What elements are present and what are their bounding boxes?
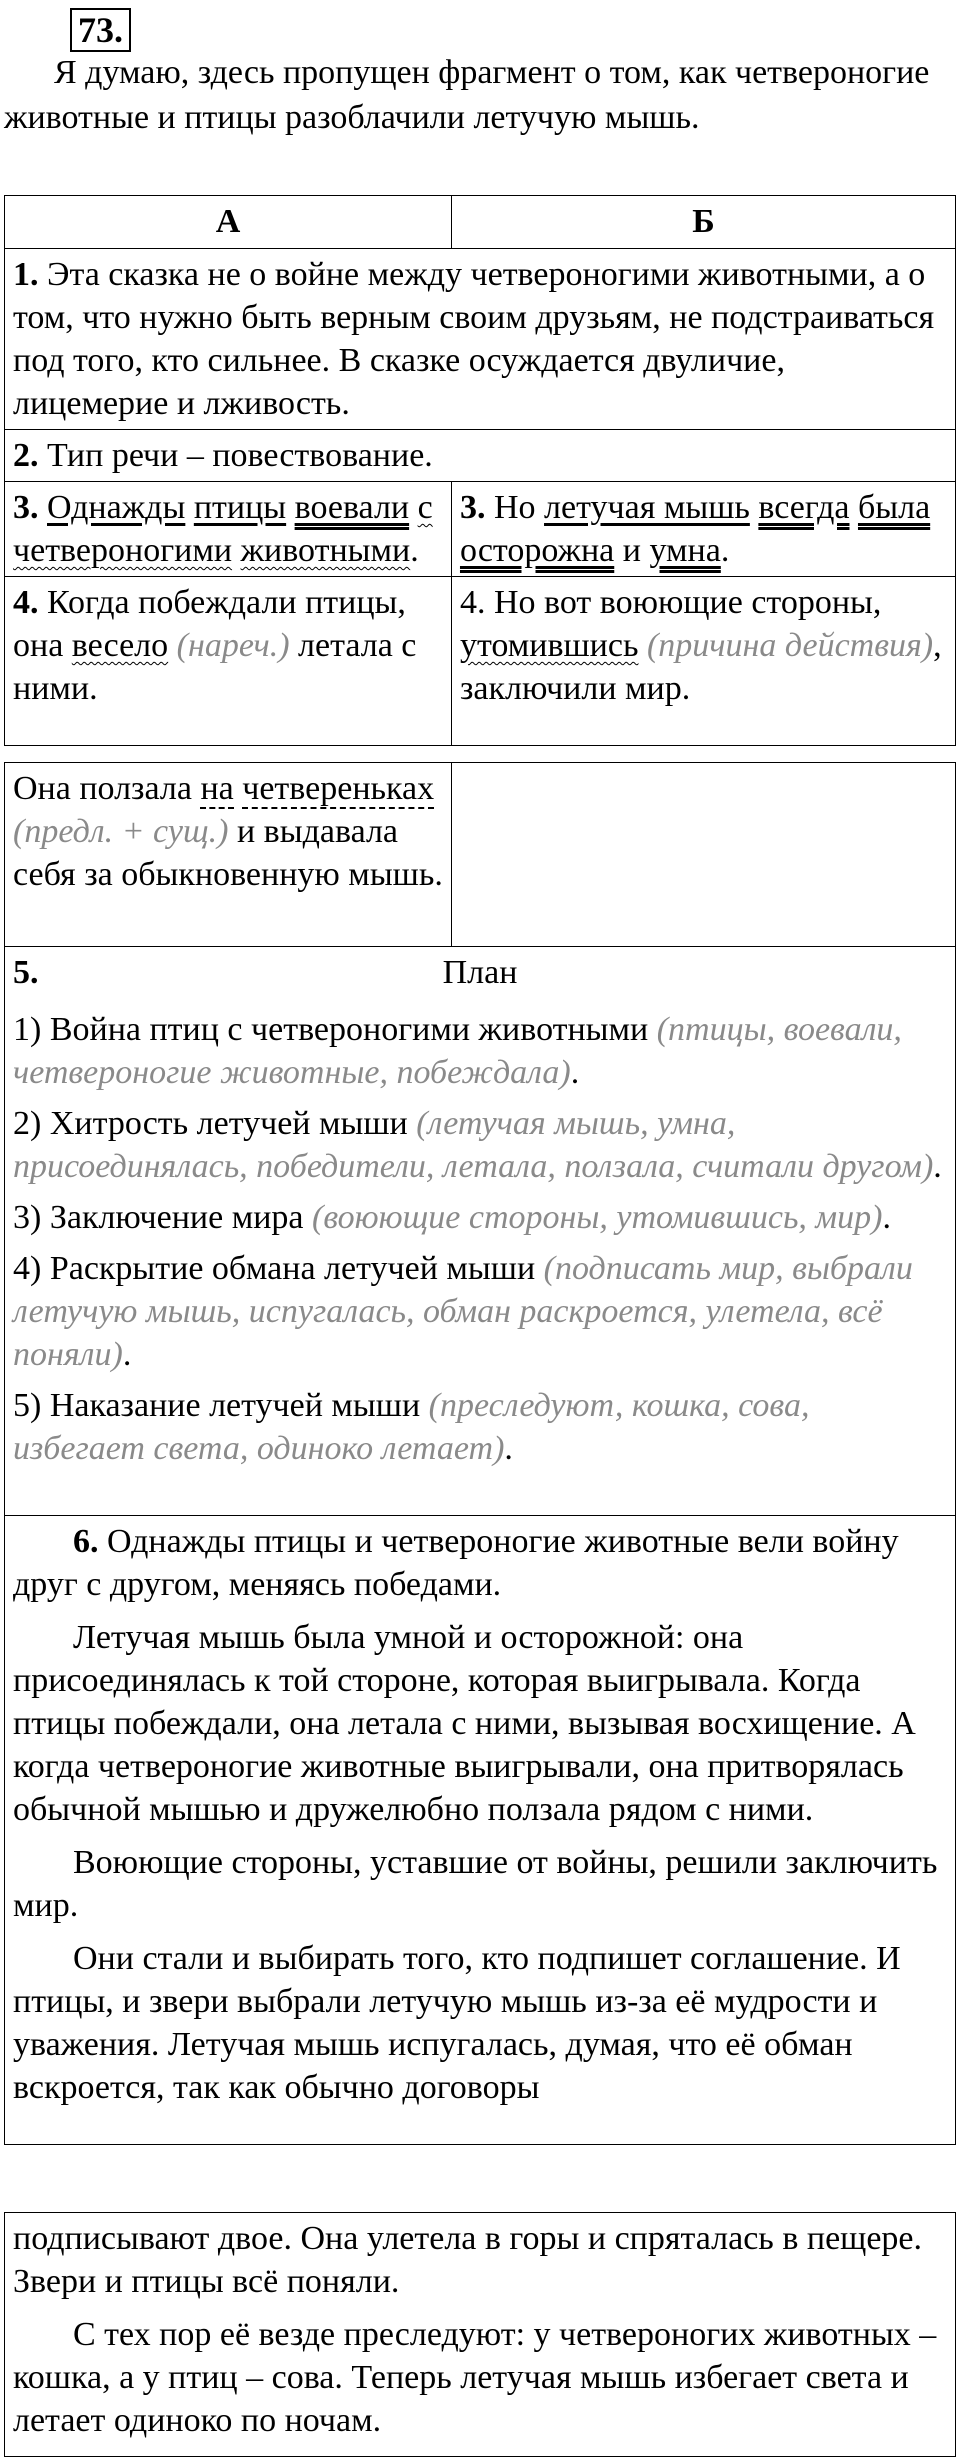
- plan-item: 5) Наказание летучей мыши (преследуют, кошка, сова, избегает света, одиноко летает).: [13, 1387, 810, 1467]
- plan-row: [5, 947, 956, 1516]
- task2-row: [5, 430, 956, 482]
- plan-item: 4) Раскрытие обмана летучей мыши (подписать мир, выбрали летучую мышь, испугалась, обман раскроется, улетела, всё поняли).: [13, 1250, 913, 1373]
- predicate-word: была осторожна: [459, 489, 931, 569]
- story-paragraph: Однажды птицы и четвероногие животные вели войну друг с другом, меняясь победами.: [13, 1523, 899, 1603]
- grammar-hint: (предл. + сущ.): [13, 813, 229, 850]
- object-word: животными: [240, 532, 411, 569]
- object-word: четвероногими: [13, 532, 233, 569]
- story-paragraph: подписывают двое. Она улетела в горы и спряталась в пещере. Звери и птицы всё поняли.: [13, 2220, 923, 2300]
- adverb-word: весело: [71, 627, 169, 664]
- task1-text: Эта сказка не о войне между четвероногими животными, а о том, что нужно быть верным своим друзьям, не подстраиваться под того, кто сильнее. В сказке осуждается двуличие, лицемерие и лживость.: [13, 256, 935, 422]
- plan-item: 1) Война птиц с четвероногими животными (птицы, воевали, четвероногие животные, побеждала).: [13, 1011, 902, 1091]
- subject-word: птицы: [193, 489, 287, 526]
- plan-item: 2) Хитрость летучей мыши (летучая мышь, умна, присоединялась, победители, летала, ползала, считали другом).: [13, 1105, 942, 1185]
- story-continuation: [5, 2213, 956, 2457]
- grammar-hint: (причина действия): [646, 627, 934, 664]
- adverb-word: всегда: [758, 489, 850, 526]
- predicate-word: умна: [649, 532, 721, 569]
- task3-row: [5, 482, 956, 577]
- analysis-table: [4, 195, 956, 746]
- task1-row: [5, 249, 956, 430]
- plan-item: 3) Заключение мира (воюющие стороны, утомившись, мир).: [13, 1199, 891, 1236]
- participle-word: утомившись: [459, 627, 639, 664]
- task3-column-b: 3. Но летучая мышь всегда была осторожна и умна.: [451, 482, 955, 577]
- task2-number: 2.: [13, 437, 39, 474]
- story-continuation-table: [4, 2212, 956, 2457]
- adverbial-word: на: [200, 770, 234, 807]
- plan-title: План: [442, 954, 518, 991]
- intro-text: Я думаю, здесь пропущен фрагмент о том, как четвероногие животные и птицы разоблачили летучую мышь.: [4, 54, 930, 136]
- story-paragraph: Летучая мышь была умной и осторожной: она присоединялась к той стороне, которая выигрывала. Когда птицы побеждали, она летала с ними, вызывая восхищение. А когда четвероногие животные выигрывали, она притворялась обычной мышью и дружелюбно ползала рядом с ними.: [13, 1619, 916, 1828]
- task2-text: Тип речи – повествование.: [47, 437, 433, 474]
- plan-section: [5, 947, 956, 1516]
- predicate-word: воевали: [294, 489, 410, 526]
- adverbial-word: четвереньках: [242, 770, 435, 807]
- grammar-hint: (нареч.): [176, 627, 290, 664]
- task6-number: 6.: [73, 1523, 99, 1560]
- story-paragraph: Они стали и выбирать того, кто подпишет соглашение. И птицы, и звери выбрали летучую мышь из-за её мудрости и уважения. Летучая мышь испугалась, думая, что её обман вскроется, так как обычно договоры: [13, 1940, 901, 2106]
- continuation-table: [4, 762, 956, 2145]
- empty-cell: [451, 763, 955, 947]
- exercise-number: 73.: [70, 8, 131, 52]
- story-paragraph: С тех пор её везде преследуют: у четвероногих животных – кошка, а у птиц – сова. Теперь летучая мышь избегает света и летает одиноко по ночам.: [13, 2316, 937, 2439]
- task4-column-b: 4. Но вот воюющие стороны, утомившись (причина действия), заключили мир.: [451, 577, 955, 746]
- task4-row: [5, 577, 956, 746]
- column-b-header: Б: [451, 196, 955, 249]
- subject-word: Однажды: [47, 489, 186, 526]
- story-paragraph: Воюющие стороны, уставшие от войны, решили заключить мир.: [13, 1844, 938, 1924]
- object-word: с: [417, 489, 433, 526]
- subject-word: летучая мышь: [544, 489, 750, 526]
- task3-column-a: 3. Однажды птицы воевали с четвероногими животными.: [5, 482, 452, 577]
- task5-number: 5.: [13, 954, 39, 991]
- story-section: [5, 1516, 956, 2145]
- task4-column-a-cont: Она ползала на четвереньках (предл. + сущ.) и выдавала себя за обыкновенную мышь.: [5, 763, 452, 947]
- task4-column-a: 4. Когда побеждали птицы, она весело (нареч.) летала с ними.: [5, 577, 452, 746]
- story-row: [5, 1516, 956, 2145]
- table-header: [5, 196, 956, 249]
- column-a-header: А: [5, 196, 452, 249]
- task1-number: 1.: [13, 256, 39, 293]
